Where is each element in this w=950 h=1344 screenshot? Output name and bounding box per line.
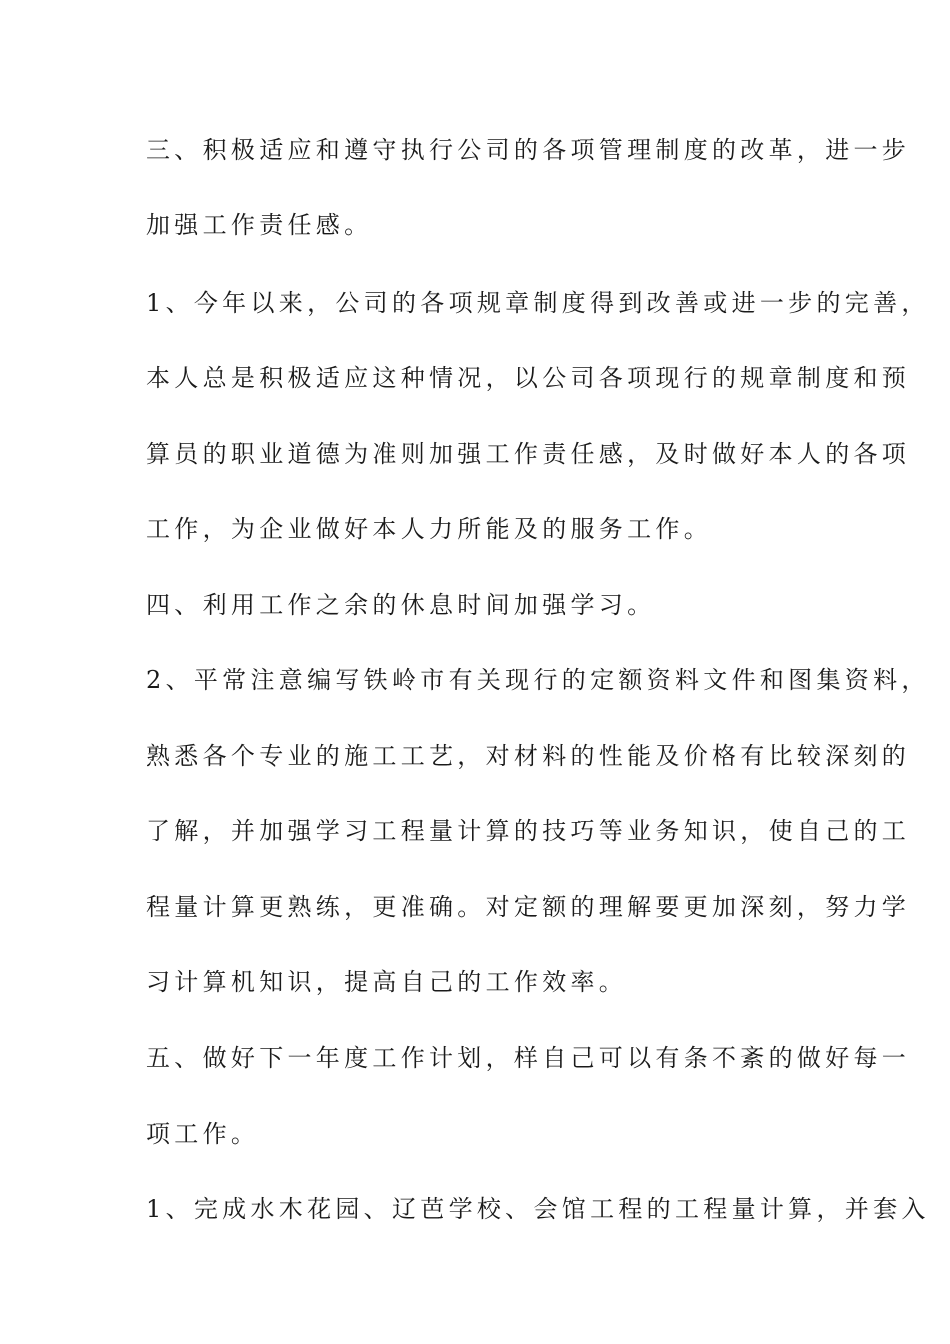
text-line-14: 项工作。 [146,1120,260,1148]
text-line-5: 算员的职业道德为准则加强工作责任感，及时做好本人的各项 [146,440,911,468]
text-line-4: 本人总是积极适应这种情况，以公司各项现行的规章制度和预 [146,364,911,392]
text-line-2: 加强工作责任感。 [146,211,373,239]
text-line-12: 习计算机知识，提高自己的工作效率。 [146,968,628,996]
text-line-8: 2、平常注意编写铁岭市有关现行的定额资料文件和图集资料， [146,666,930,694]
text-line-6: 工作，为企业做好本人力所能及的服务工作。 [146,515,712,543]
text-line-15: 1、完成水木花园、辽芭学校、会馆工程的工程量计算，并套入 [146,1195,930,1223]
text-line-11: 程量计算更熟练，更准确。对定额的理解要更加深刻，努力学 [146,893,911,921]
text-line-3: 1、今年以来，公司的各项规章制度得到改善或进一步的完善， [146,289,930,317]
text-line-10: 了解，并加强学习工程量计算的技巧等业务知识，使自己的工 [146,817,911,845]
text-line-9: 熟悉各个专业的施工工艺，对材料的性能及价格有比较深刻的 [146,742,911,770]
text-line-7: 四、利用工作之余的休息时间加强学习。 [146,591,656,619]
text-line-1: 三、积极适应和遵守执行公司的各项管理制度的改革，进一步 [146,136,911,164]
text-line-13: 五、做好下一年度工作计划，样自己可以有条不紊的做好每一 [146,1044,911,1072]
